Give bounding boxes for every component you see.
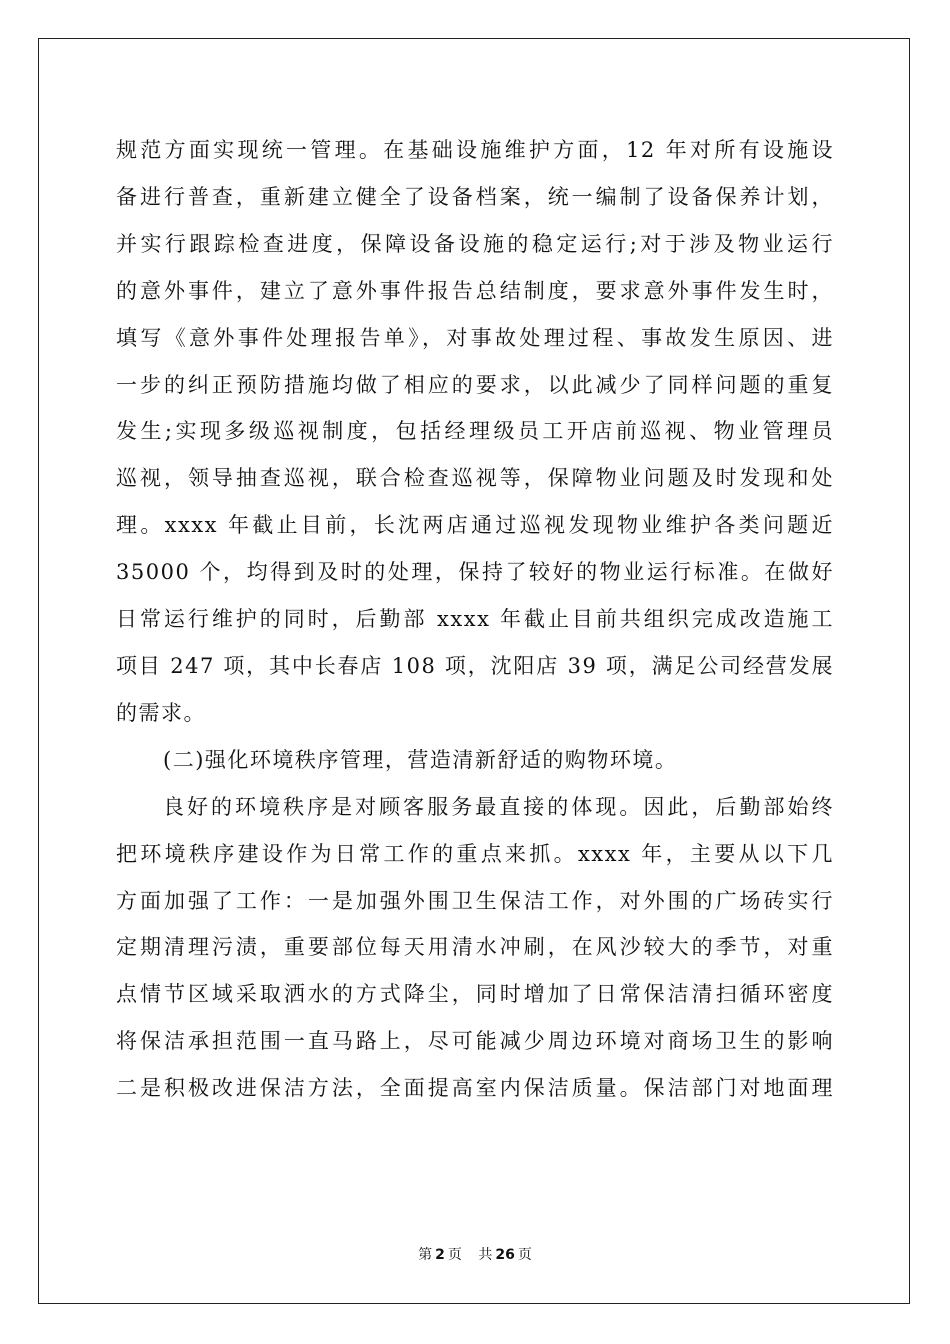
text-line: 二是积极改进保洁方法，全面提高室内保洁质量。保洁部门对地面理 <box>116 1076 834 1101</box>
text-line: 的需求。 <box>116 700 206 725</box>
text-line: 填写《意外事件处理报告单》，对事故处理过程、事故发生原因、进 <box>116 325 834 350</box>
paragraph-1 <box>116 127 834 737</box>
text-line: 良好的环境秩序是对顾客服务最直接的体现。因此，后勤部始终 <box>163 794 834 819</box>
text-line: 日常运行维护的同时，后勤部 xxxx 年截止目前共组织完成改造施工 <box>116 607 834 632</box>
document-body <box>116 127 834 1112</box>
text-line: 一步的纠正预防措施均做了相应的要求，以此减少了同样问题的重复 <box>116 372 834 397</box>
page-number: 第 2 页 <box>418 1247 462 1263</box>
text-line: 规范方面实现统一管理。在基础设施维护方面，12 年对所有设施设 <box>116 138 834 162</box>
text-line: 的意外事件，建立了意外事件报告总结制度，要求意外事件发生时， <box>116 278 834 303</box>
text-line: 备进行普查，重新建立健全了设备档案，统一编制了设备保养计划， <box>116 184 834 209</box>
text-line: 点情节区域采取洒水的方式降尘，同时增加了日常保洁清扫循环密度 <box>116 982 834 1007</box>
page-footer <box>0 1244 950 1264</box>
text-line: 发生;实现多级巡视制度，包括经理级员工开店前巡视、物业管理员 <box>116 419 834 444</box>
section-heading <box>116 737 834 784</box>
text-line: 理。xxxx 年截止目前，长沈两店通过巡视发现物业维护各类问题近 <box>116 513 834 538</box>
text-line: 项目 247 项，其中长春店 108 项，沈阳店 39 项，满足公司经营发展 <box>116 653 834 678</box>
text-line: 将保洁承担范围一直马路上，尽可能减少周边环境对商场卫生的影响 <box>116 1029 834 1054</box>
text-line: 35000 个，均得到及时的处理，保持了较好的物业运行标准。在做好 <box>116 560 834 585</box>
page-total: 共 26 页 <box>478 1247 532 1263</box>
paragraph-2 <box>116 784 834 1112</box>
text-line: 巡视，领导抽查巡视，联合检查巡视等，保障物业问题及时发现和处 <box>116 466 834 491</box>
text-line: 方面加强了工作：一是加强外围卫生保洁工作，对外围的广场砖实行 <box>116 888 834 913</box>
text-line: 并实行跟踪检查进度，保障设备设施的稳定运行;对于涉及物业运行 <box>116 231 834 256</box>
text-line: 定期清理污渍，重要部位每天用清水冲刷，在风沙较大的季节，对重 <box>116 935 834 960</box>
heading-text: (二)强化环境秩序管理，营造清新舒适的购物环境。 <box>163 747 678 772</box>
text-line: 把环境秩序建设作为日常工作的重点来抓。xxxx 年，主要从以下几 <box>116 841 834 866</box>
